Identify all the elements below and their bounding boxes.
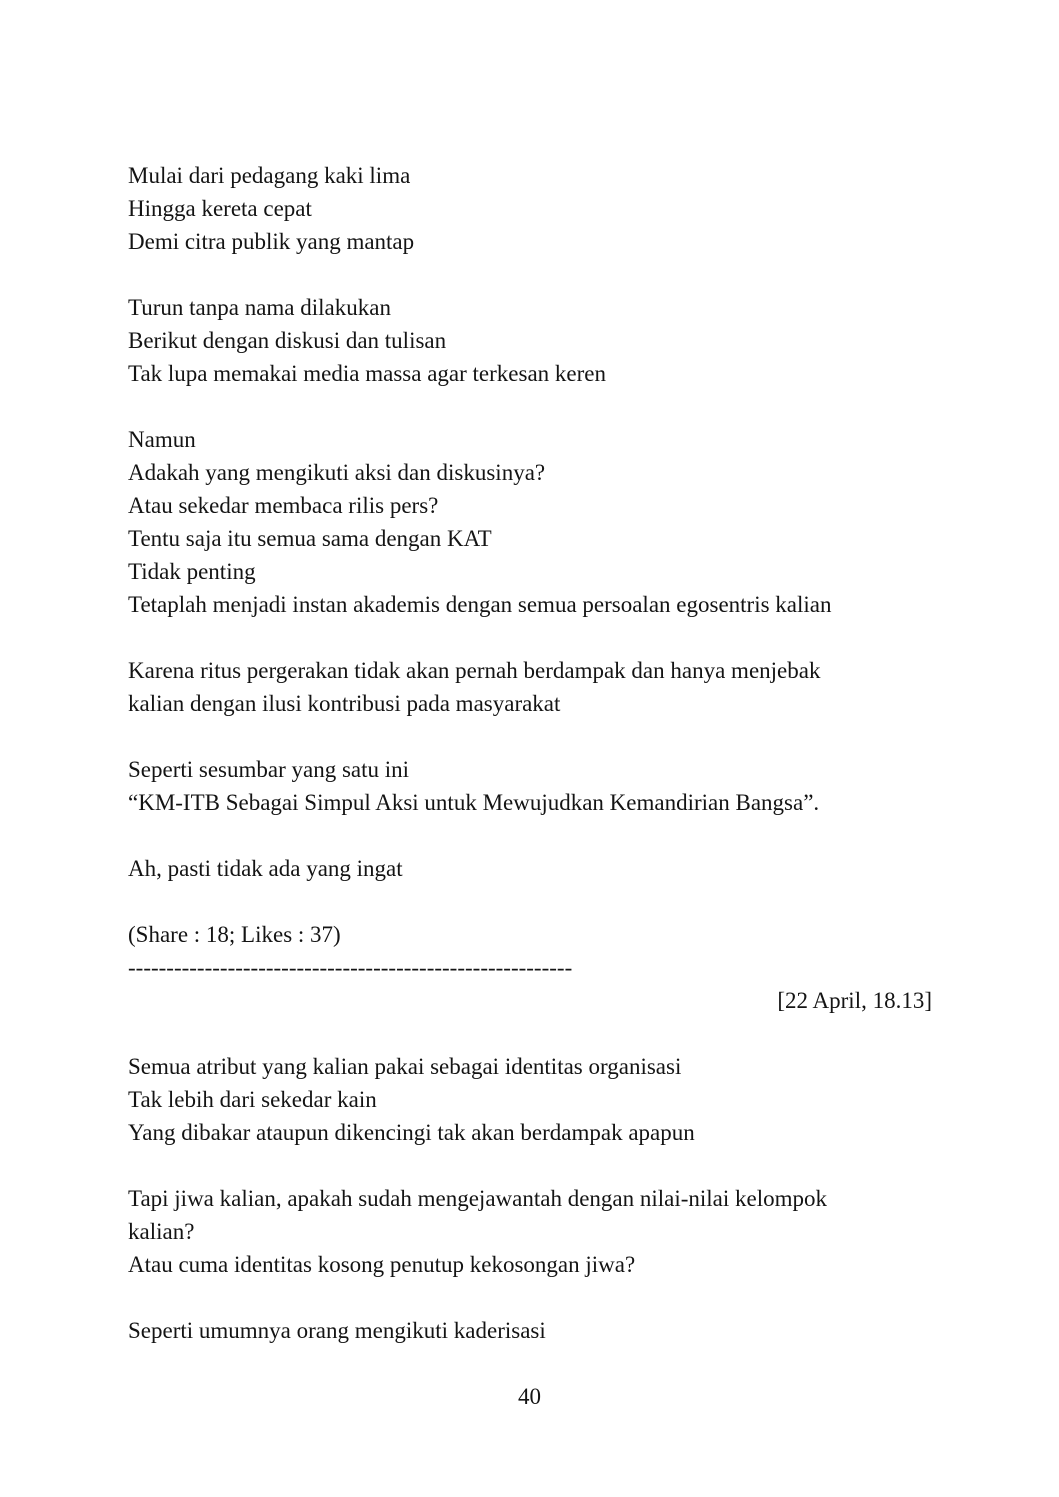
poem-line: Tapi jiwa kalian, apakah sudah mengejawantah dengan nilai-nilai kelompok xyxy=(128,1186,828,1211)
poem-line: Yang dibakar ataupun dikencingi tak akan berdampak apapun xyxy=(128,1120,695,1145)
poem-line: Ah, pasti tidak ada yang ingat xyxy=(128,856,403,881)
stanza xyxy=(128,291,932,390)
post-timestamp: [22 April, 18.13] xyxy=(777,988,932,1013)
poem-section-after xyxy=(128,1050,932,1347)
poem-line: Mulai dari pedagang kaki lima xyxy=(128,163,411,188)
poem-line: Atau sekedar membaca rilis pers? xyxy=(128,493,439,518)
poem-line: Namun xyxy=(128,427,196,452)
poem-line: Seperti umumnya orang mengikuti kaderisasi xyxy=(128,1318,546,1343)
poem-line: Atau cuma identitas kosong penutup kekosongan jiwa? xyxy=(128,1252,636,1277)
poem-line: Karena ritus pergerakan tidak akan pernah berdampak dan hanya menjebak xyxy=(128,658,821,683)
page-number: 40 xyxy=(518,1384,541,1409)
poem-section-before xyxy=(128,159,932,885)
stanza xyxy=(128,1050,932,1149)
stanza xyxy=(128,159,932,258)
poem-line: Tak lupa memakai media massa agar terkesan keren xyxy=(128,361,606,386)
separator-line: ---------------------------------------------------------- xyxy=(128,955,573,980)
stanza xyxy=(128,1182,932,1281)
post-stats: (Share : 18; Likes : 37) xyxy=(128,922,341,947)
poem-line: Seperti sesumbar yang satu ini xyxy=(128,757,410,782)
poem-line: Adakah yang mengikuti aksi dan diskusinya? xyxy=(128,460,546,485)
poem-line: Turun tanpa nama dilakukan xyxy=(128,295,391,320)
page-content xyxy=(128,159,932,1380)
poem-line: Semua atribut yang kalian pakai sebagai identitas organisasi xyxy=(128,1054,682,1079)
poem-line: Demi citra publik yang mantap xyxy=(128,229,415,254)
poem-line: “KM-ITB Sebagai Simpul Aksi untuk Mewujudkan Kemandirian Bangsa”. xyxy=(128,790,820,815)
poem-line: Berikut dengan diskusi dan tulisan xyxy=(128,328,447,353)
stanza xyxy=(128,753,932,819)
poem-line: Tentu saja itu semua sama dengan KAT xyxy=(128,526,492,551)
poem-line: Tidak penting xyxy=(128,559,256,584)
poem-line: Tak lebih dari sekedar kain xyxy=(128,1087,377,1112)
poem-line: Hingga kereta cepat xyxy=(128,196,312,221)
poem-line: kalian? xyxy=(128,1219,195,1244)
poem-line: kalian dengan ilusi kontribusi pada masyarakat xyxy=(128,691,561,716)
stanza xyxy=(128,423,932,621)
stanza xyxy=(128,852,932,885)
stanza xyxy=(128,1314,932,1347)
stanza xyxy=(128,654,932,720)
poem-line: Tetaplah menjadi instan akademis dengan semua persoalan egosentris kalian xyxy=(128,592,832,617)
